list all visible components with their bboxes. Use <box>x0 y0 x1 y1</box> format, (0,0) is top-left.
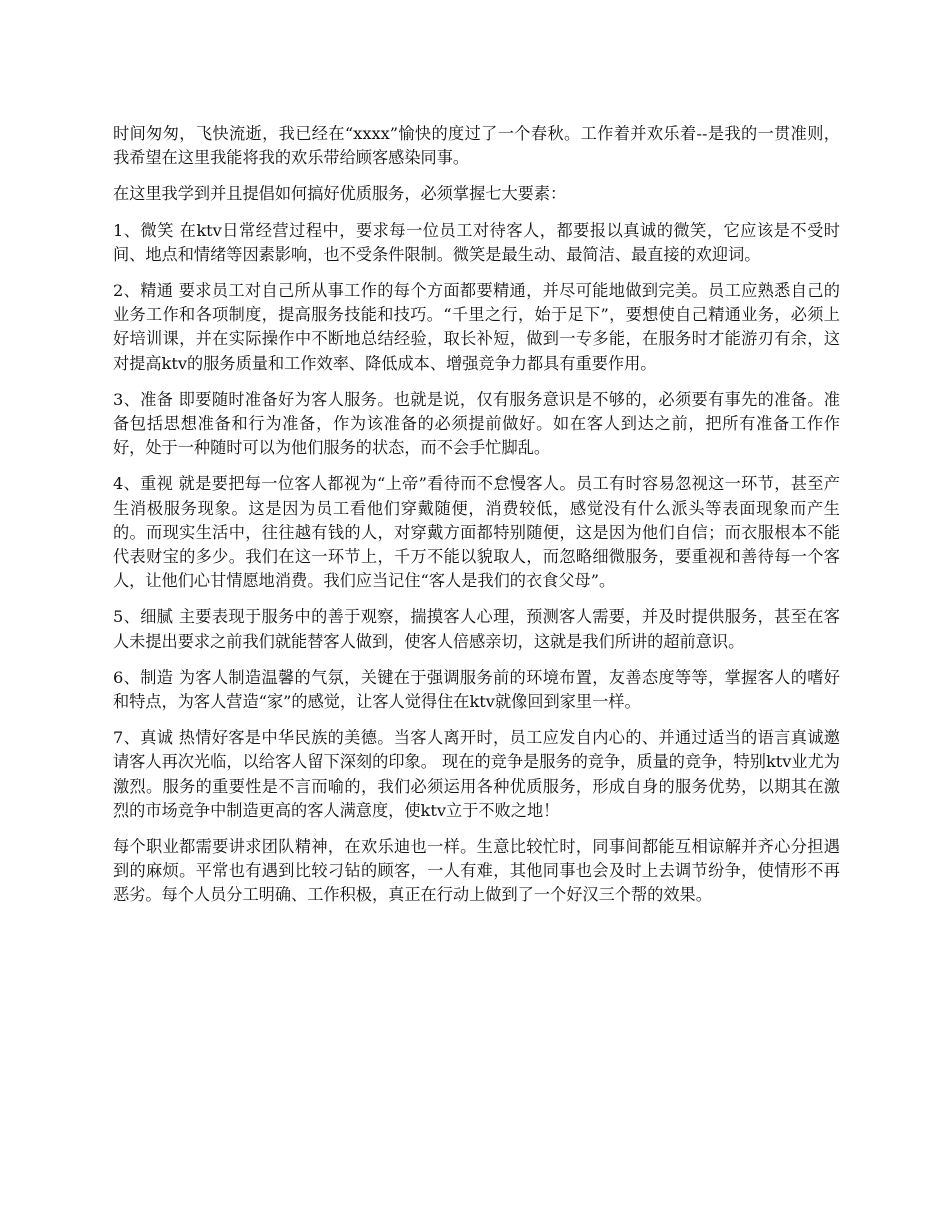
elements-intro-paragraph: 在这里我学到并且提倡如何搞好优质服务，必须掌握七大要素： <box>113 184 567 204</box>
element-sincerity-paragraph: 7、真诚 热情好客是中华民族的美德。当客人离开时，员工应发自内心的、并通过适当的语言真诚邀请客人再次光临，以给客人留下深刻的印象。 现在的竞争是服务的竞争，质量的竞争，特别ktv业尤为激烈。服务的重要性是不言而喻的，我们必须运用各种优质服务，形成自身的服务优势，以期其在激烈的市场竞争中制造更高的客人满意度，使ktv立于不败之地！ <box>113 728 840 820</box>
document-body <box>113 122 840 920</box>
element-smile-paragraph: 1、微笑 在ktv日常经营过程中，要求每一位员工对待客人，都要报以真诚的微笑，它应该是不受时间、地点和情绪等因素影响，也不受条件限制。微笑是最生动、最简洁、最直接的欢迎词。 <box>113 220 840 264</box>
teamwork-paragraph: 每个职业都需要讲求团队精神，在欢乐迪也一样。生意比较忙时，同事间都能互相谅解并齐心分担遇到的麻烦。平常也有遇到比较刁钻的顾客，一人有难，其他同事也会及时上去调节纷争，使情形不再恶劣。每个人员分工明确、工作积极，真正在行动上做到了一个好汉三个帮的效果。 <box>113 837 840 905</box>
element-atmosphere-paragraph: 6、制造 为客人制造温馨的气氛，关键在于强调服务前的环境布置，友善态度等等，掌握客人的嗜好和特点，为客人营造“家”的感觉，让客人觉得住在ktv就像回到家里一样。 <box>113 667 840 712</box>
element-proficiency-paragraph: 2、精通 要求员工对自己所从事工作的每个方面都要精通，并尽可能地做到完美。员工应熟悉自己的业务工作和各项制度，提高服务技能和技巧。“千里之行，始于足下”，要想使自己精通业务，必须上好培训课，并在实际操作中不断地总结经验，取长补短，做到一专多能，在服务时才能游刃有余，这对提高ktv的服务质量和工作效率、降低成本、增强竞争力都具有重要作用。 <box>113 281 840 373</box>
element-meticulous-paragraph: 5、细腻 主要表现于服务中的善于观察，揣摸客人心理，预测客人需要，并及时提供服务，甚至在客人未提出要求之前我们就能替客人做到，使客人倍感亲切，这就是我们所讲的超前意识。 <box>113 607 840 651</box>
element-preparation-paragraph: 3、准备 即要随时准备好为客人服务。也就是说，仅有服务意识是不够的，必须要有事先的准备。准备包括思想准备和行为准备，作为该准备的必须提前做好。如在客人到达之前，把所有准备工作作好，处于一种随时可以为他们服务的状态，而不会手忙脚乱。 <box>113 389 840 458</box>
element-attention-paragraph: 4、重视 就是要把每一位客人都视为“上帝”看待而不怠慢客人。员工有时容易忽视这一环节，甚至产生消极服务现象。这是因为员工看他们穿戴随便，消费较低，感觉没有什么派头等表面现象而产生的。而现实生活中，往往越有钱的人，对穿戴方面都特别随便，这是因为他们自信；而衣服根本不能代表财宝的多少。我们在这一环节上，千万不能以貌取人，而忽略细微服务，要重视和善待每一个客人，让他们心甘情愿地消费。我们应当记住“客人是我们的衣食父母”。 <box>113 474 840 591</box>
intro-paragraph: 时间匆匆，飞快流逝，我已经在“xxxx”愉快的度过了一个春秋。工作着并欢乐着--是我的一贯准则，我希望在这里我能将我的欢乐带给顾客感染同事。 <box>113 124 840 168</box>
